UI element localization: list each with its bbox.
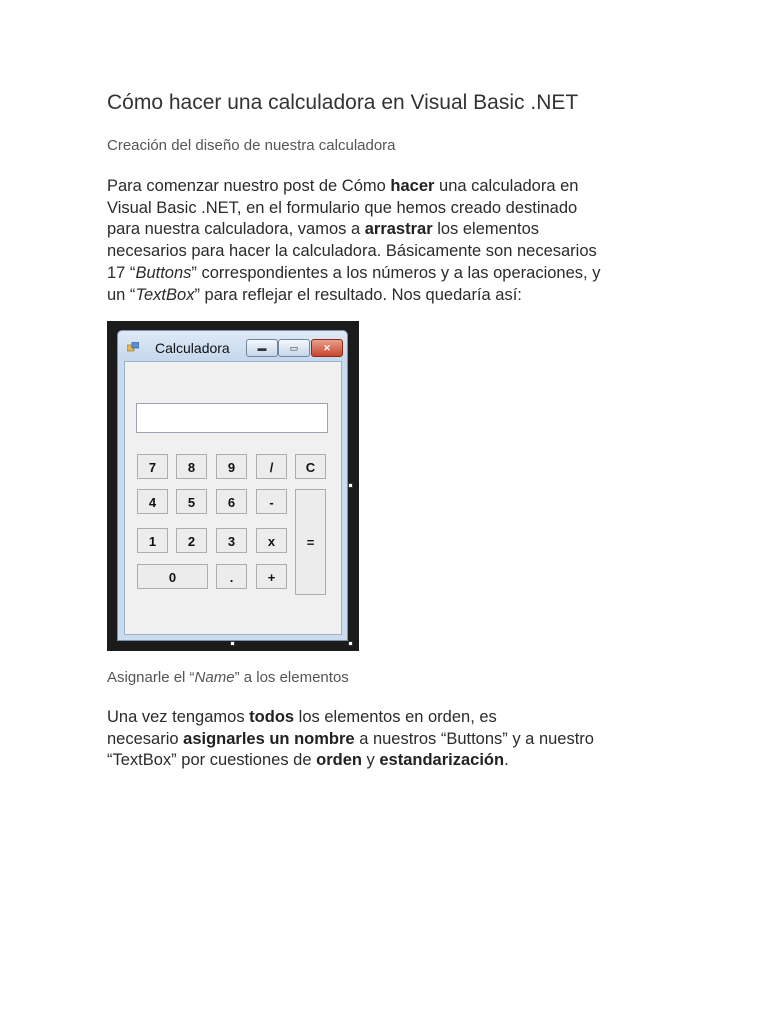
button-7[interactable]: 7 [137,454,168,479]
button-2[interactable]: 2 [176,528,207,553]
minimize-icon[interactable]: ▬ [246,339,278,357]
result-textbox[interactable] [136,403,328,433]
resize-handle-corner[interactable] [348,641,353,646]
button-4[interactable]: 4 [137,489,168,514]
button-6[interactable]: 6 [216,489,247,514]
window-titlebar [118,331,347,361]
app-icon [127,342,139,352]
naming-paragraph: Una vez tengamos todos los elementos en orden, es necesario asignarles un nombre a nuestros “Buttons” y a nuestro “TextBox” por cuestiones de orden y estandarización. [107,708,594,770]
button-0[interactable]: 0 [137,564,208,589]
button-multiply[interactable]: x [256,528,287,553]
button-minus[interactable]: - [256,489,287,514]
intro-paragraph: Para comenzar nuestro post de Cómo hacer una calculadora en Visual Basic .NET, en el formulario que hemos creado destinado para nuestra calculadora, vamos a arrastrar los elementos necesarios para hacer la calculadora. Básicamente son necesarios 17 “Buttons” correspondientes a los números y a las operaciones, y un “TextBox” para reflejar el resultado. Nos quedaría así: [107,177,601,304]
button-divide[interactable]: / [256,454,287,479]
button-decimal[interactable]: . [216,564,247,589]
close-icon[interactable]: ✕ [311,339,343,357]
button-5[interactable]: 5 [176,489,207,514]
form-client-area [124,361,342,635]
maximize-icon[interactable]: ▭ [278,339,310,357]
button-3[interactable]: 3 [216,528,247,553]
resize-handle-bottom[interactable] [230,641,235,646]
button-8[interactable]: 8 [176,454,207,479]
page-title: Cómo hacer una calculadora en Visual Basic .NET [107,91,579,114]
window-title: Calculadora [155,340,230,356]
calculator-window [117,330,348,641]
calculator-form-screenshot [107,321,359,651]
section-title-design: Creación del diseño de nuestra calculadora [107,137,396,154]
button-plus[interactable]: + [256,564,287,589]
button-9[interactable]: 9 [216,454,247,479]
button-equals[interactable]: = [295,489,326,595]
button-clear[interactable]: C [295,454,326,479]
resize-handle-right[interactable] [348,483,353,488]
section-title-name: Asignarle el “Name” a los elementos [107,669,349,686]
button-1[interactable]: 1 [137,528,168,553]
